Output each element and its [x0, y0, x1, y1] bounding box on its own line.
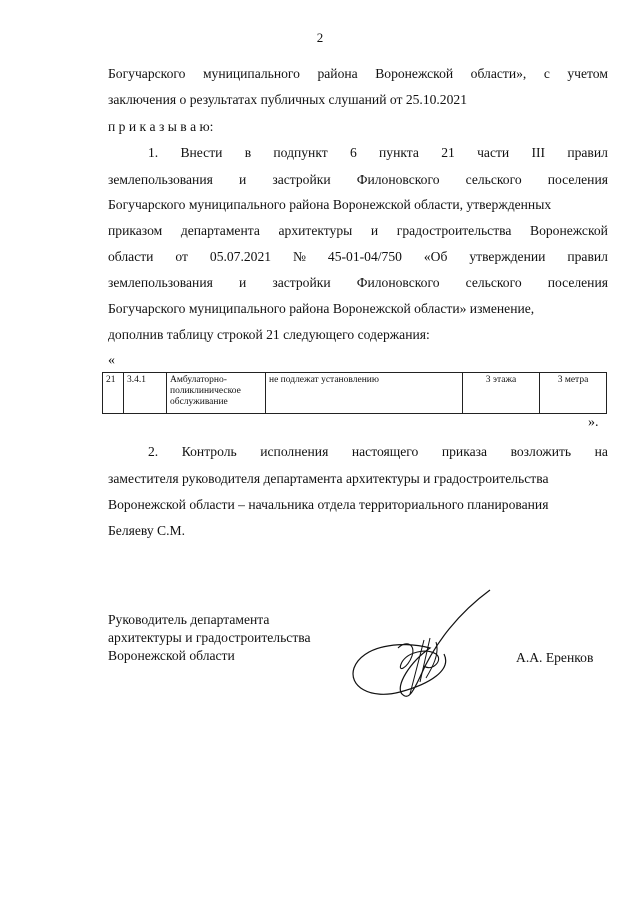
row-name-line: обслуживание	[170, 397, 228, 407]
word: подпункт	[273, 145, 328, 160]
word: «Об	[423, 249, 448, 264]
item2-line-4: Беляеву С.М.	[108, 523, 186, 538]
signer-block	[108, 611, 311, 665]
word: с	[543, 66, 550, 81]
word: области	[108, 249, 154, 264]
word: 05.07.2021	[209, 249, 272, 264]
order-word: п р и к а з ы в а ю:	[108, 119, 214, 134]
row-number-cell: 21	[103, 373, 124, 414]
word: Филоновского	[356, 172, 440, 187]
preamble-line-2: заключения о результатах публичных слушаний от 25.10.2021	[108, 92, 467, 107]
word: и	[238, 275, 247, 290]
item1-line-6	[108, 275, 608, 291]
word: 21	[441, 145, 455, 160]
word: на	[594, 444, 608, 459]
closing-quote: ».	[588, 415, 599, 430]
word: Воронежской	[530, 223, 608, 238]
word: части	[477, 145, 510, 160]
word: утверждении	[469, 249, 546, 264]
item1-line-5	[108, 249, 608, 265]
word: сельского	[465, 275, 522, 290]
word: Контроль	[181, 444, 237, 459]
signer-title-line: архитектуры и градостроительства	[108, 630, 311, 645]
page-number: 2	[316, 30, 324, 45]
item1-line-2	[108, 172, 608, 188]
preamble-line-1	[108, 66, 608, 82]
table-row	[103, 373, 607, 414]
signer-name: А.А. Еренков	[516, 650, 594, 665]
item1-line-7: Богучарского муниципального района Воронежской области» изменение,	[108, 301, 535, 316]
word: №	[293, 249, 306, 264]
item2-line-1	[148, 444, 608, 460]
word: землепользования	[108, 275, 213, 290]
word: департамента	[180, 223, 260, 238]
word: Богучарского	[108, 66, 186, 81]
word: 6	[349, 145, 357, 160]
word: застройки	[272, 275, 331, 290]
word: 2.	[148, 444, 159, 459]
word: возложить	[510, 444, 572, 459]
handwritten-signature	[340, 582, 520, 712]
word: 1.	[148, 145, 159, 160]
word: пункта	[379, 145, 419, 160]
item1-line-4	[108, 223, 608, 239]
row-setback-cell: 3 метра	[540, 373, 607, 414]
item1-line-1	[148, 145, 608, 161]
word: Филоновского	[356, 275, 440, 290]
word: правил	[567, 145, 608, 160]
word: от	[175, 249, 188, 264]
word: и	[370, 223, 379, 238]
word: градостроительства	[396, 223, 512, 238]
item2-line-3: Воронежской области – начальника отдела территориального планирования	[108, 497, 549, 512]
row-name-cell	[167, 373, 266, 414]
row-name-line: Амбулаторно-	[170, 375, 227, 385]
item2-line-2: заместителя руководителя департамента архитектуры и градостроительства	[108, 471, 549, 486]
item1-line-8: дополнив таблицу строкой 21 следующего содержания:	[108, 327, 430, 342]
word: муниципального	[202, 66, 300, 81]
word: землепользования	[108, 172, 213, 187]
row-area-cell: не подлежат установлению	[266, 373, 463, 414]
word: области»,	[470, 66, 527, 81]
word: района	[317, 66, 358, 81]
word: поселения	[547, 275, 608, 290]
word: приказом	[108, 223, 163, 238]
word: поселения	[547, 172, 608, 187]
word: и	[238, 172, 247, 187]
word: в	[244, 145, 252, 160]
word: учетом	[567, 66, 608, 81]
word: приказа	[441, 444, 488, 459]
row-name-line: поликлиническое	[170, 386, 241, 396]
word: Воронежской	[375, 66, 454, 81]
inserted-table	[102, 372, 607, 414]
signer-title-line: Руководитель департамента	[108, 612, 270, 627]
opening-quote: «	[108, 353, 115, 368]
word: правил	[567, 249, 608, 264]
row-floors-cell: 3 этажа	[463, 373, 540, 414]
word: настоящего	[351, 444, 419, 459]
row-code-cell: 3.4.1	[124, 373, 167, 414]
word: архитектуры	[278, 223, 353, 238]
item1-line-3: Богучарского муниципального района Воронежской области, утвержденных	[108, 197, 552, 212]
word: Внести	[180, 145, 223, 160]
word: сельского	[465, 172, 522, 187]
word: 45-01-04/750	[327, 249, 402, 264]
word: III	[531, 145, 546, 160]
signer-title-line: Воронежской области	[108, 648, 235, 663]
word: исполнения	[260, 444, 329, 459]
word: застройки	[272, 172, 331, 187]
